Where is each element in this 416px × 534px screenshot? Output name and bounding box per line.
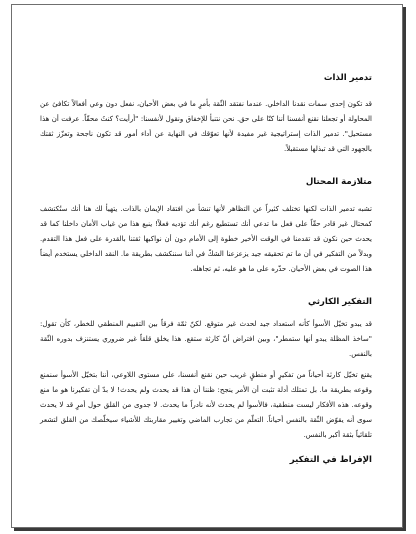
section-heading: متلازمة المحتال (305, 177, 372, 188)
section-paragraph: يقنع تخيّل كارثة أحياناً من تفكيرٍ أو منطقٍ غريب حين نقنع أنفسنا، على مستوى اللاوعي، أننا بتخيّل الأسوأ سنمنع وقوعه بطريقة ما. بل تمتلك أدلة تثبت أن الأمر ينجح: ظننا أن هذا قد يحدث ولم يحدث! لا بدّ أن تفكيرنا هو ما منع وقوعه. هذه الأفكار ليست منطقية، فالأسوأ لم يحدث لأنه نادراً ما يحدث. لا جدوى من القلق حول أمرٍ قد لا يحدث سوى أنه يقوّض الثّقة بالنفس أحياناً. التعلّم من تجارب الماضي وتغيير مقاربتك للأشياء سيخلّصك من القلق لتشعر تلقائياً بثقة أكبر بالنفس. (40, 370, 372, 439)
section-self-sabotage (40, 73, 372, 157)
section-impostor-syndrome (40, 177, 372, 276)
section-paragraph: قد يبدو تخيّل الأسوأ كأنه استعداد جيد لحدث غير متوقع. لكنّ ثمّة فرقاً بين التقييم المنطقي للخطر، كأن تقول: "ساخذ المظلة يبدو أنها ستمطر"، وبين افتراض أنّ كارثة ستقع. هذا يخلق قلقاً غير ضروري يستنزف بدوره الثّقة بالنفس. (40, 319, 372, 358)
document-content (40, 73, 372, 485)
section-paragraph: تشبه تدمير الذات لكنها تختلف كثيراً عن التظاهر لأنها تنشأ من افتقاد الإيمان بالذات. يتهيأ لك هنا أنك ستُكتشف كمحتال غير قادر حقّاً على فعل ما تدعي أنك تستطيع رغم أنك تؤديه فعلاً! ينبع هذا من غياب الأمان داخلنا كما قد يحدث حين نكون قد تقدمنا في الوقت الأخير خطوة إلى الأمام دون أن نواكبها ثقتنا بالقدرة على فعل هذا التقدم. وبدلاً من التفكير في أن ما تم تحقيقه جيد يزعزعنا الشكّ في أننا سننكشف بطريقة ما. النقد الداخلي يستخدم أيضاً هذا الصوت في بعض الأحيان. حذّره على ما هو عليه، ثم تجاهله. (40, 204, 372, 273)
section-heading: الإفراط في التفكير (289, 454, 372, 465)
section-heading: تدمير الذات (323, 73, 372, 83)
section-catastrophic-thinking (40, 297, 372, 443)
section-overthinking (40, 455, 372, 465)
section-paragraph: قد تكون إحدى سمات نقدنا الداخلي. عندما نفتقد الثّقة بأمرٍ ما في بعض الأحيان، نفعل دون وعي أفعالاً تكافئ عن المحاولة أو تجعلنا نقنع أنفسنا أننا كنّا على حق. نحن نتنبأ للإخفاق ونقول لأنفسنا: "أرأيت؟ كنتُ محقّاً. عرفت أن هذا مستحيل". تدمير الذات إستراتيجية غير مفيدة لأنها تعوّقك في النهاية عن أداء أمور قد تكون ناجحة وتعزّز ثقتك بالجهود التي قد تبذلها مستقبلاً. (40, 100, 372, 154)
document-page (11, 4, 403, 528)
section-heading: التفكير الكارثي (308, 296, 372, 307)
